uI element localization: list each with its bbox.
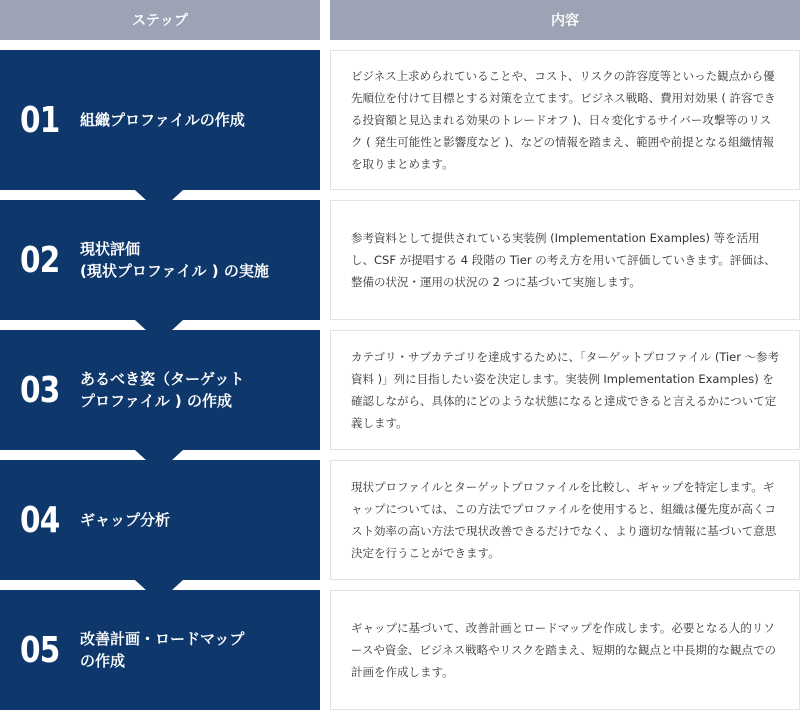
step-number: 01 xyxy=(20,99,60,141)
step-title: 組織プロファイルの作成 xyxy=(80,111,245,129)
step-description: 現状プロファイルとターゲットプロファイルを比較し、ギャップを特定します。ギャップについては、この方法でプロファイルを使用すると、組織は優先度が高くコスト効率の高い方法で現状改善できるだけでなく、より適切な情報に基づいて意思決定を行うことができます。 xyxy=(351,480,777,560)
step-02-cell xyxy=(0,200,320,320)
step-04-cell xyxy=(0,460,320,580)
step-title: ギャップ分析 xyxy=(80,511,171,529)
step-05-description-cell xyxy=(330,590,800,710)
step-description: カテゴリ・サブカテゴリを達成するために、「ターゲットプロファイル (Tier ～参考資料 )」列に目指したい姿を決定します。実装例 Implementation Examples) を確認しながら、具体的にどのような状態になると達成できると言えるかについて定義します。 xyxy=(351,350,780,430)
step-03-description-cell xyxy=(330,330,800,450)
step-01-description-cell xyxy=(330,50,800,190)
step-03-cell xyxy=(0,330,320,450)
step-title: 現状評価 (現状プロファイル ) の実施 xyxy=(80,240,269,280)
step-description: ギャップに基づいて、改善計画とロードマップを作成します。必要となる人的リソースや資金、ビジネス戦略やリスクを踏まえ、短期的な観点と中長期的な観点での計画を作成します。 xyxy=(351,621,777,679)
step-01-cell xyxy=(0,50,320,190)
step-number: 03 xyxy=(20,369,60,411)
step-number: 02 xyxy=(20,239,60,281)
step-04-description-cell xyxy=(330,460,800,580)
step-title: あるべき姿（ターゲット プロファイル ) の作成 xyxy=(80,370,245,410)
step-description: ビジネス上求められていることや、コスト、リスクの許容度等といった観点から優先順位を付けて目標とする対策を立てます。ビジネス戦略、費用対効果 ( 許容できる投資額と見込まれる効果のトレードオフ )、日々変化するサイバー攻撃等のリスク ( 発生可能性と影響度など )、などの情報を踏まえ、範囲や前提となる組織情報を取りまとめます。 xyxy=(351,69,776,171)
step-title: 改善計画・ロードマップ の作成 xyxy=(80,630,245,670)
step-number: 05 xyxy=(20,629,60,671)
step-05-cell xyxy=(0,590,320,710)
step-number: 04 xyxy=(20,499,60,541)
step-column-header: ステップ xyxy=(0,0,320,40)
step-02-description-cell xyxy=(330,200,800,320)
content-column-header: 内容 xyxy=(330,0,800,40)
step-description: 参考資料として提供されている実装例 (Implementation Examples) 等を活用し、CSF が提唱する 4 段階の Tier の考え方を用いて評価していきます。評価は、整備の状況・運用の状況の 2 つに基づいて実施します。 xyxy=(351,231,776,289)
